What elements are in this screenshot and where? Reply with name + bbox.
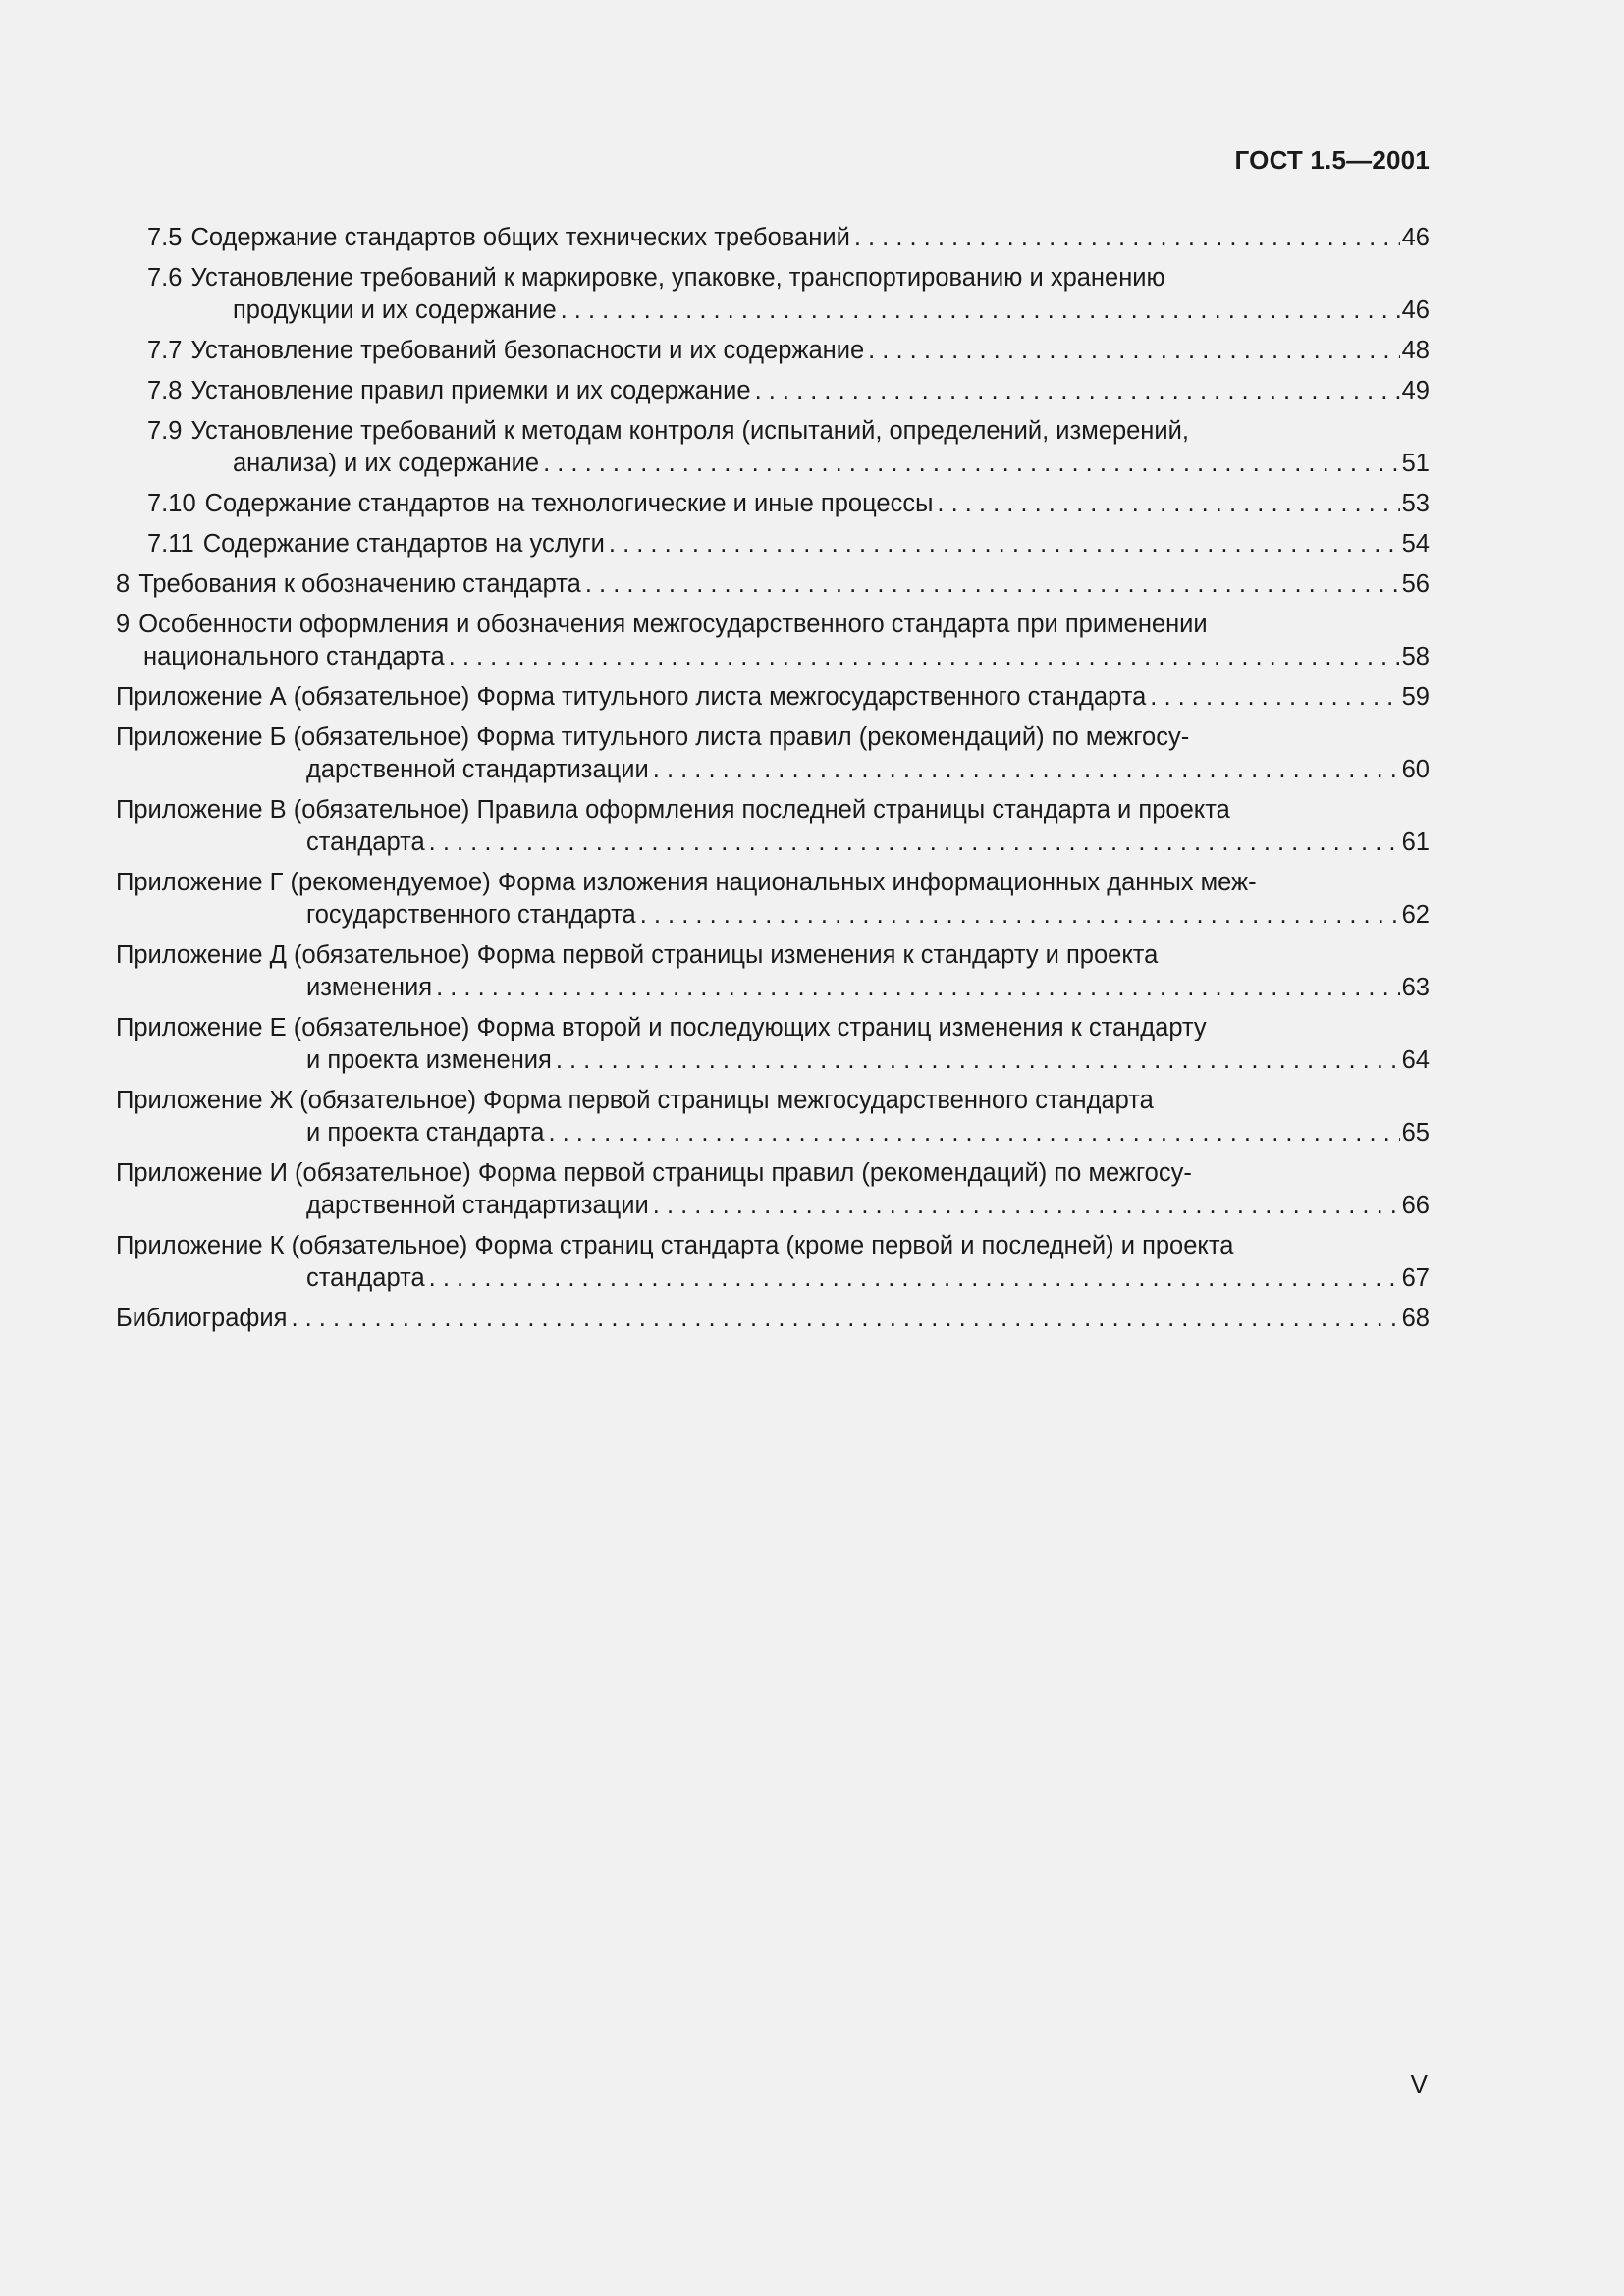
dot-leader xyxy=(653,1190,1400,1222)
toc-entry-title xyxy=(116,1014,1207,1041)
toc-page-number: 59 xyxy=(1401,683,1430,711)
toc-entry[interactable] xyxy=(116,1303,1430,1335)
dot-leader xyxy=(937,488,1399,520)
dot-leader xyxy=(640,899,1400,932)
toc-entry-title xyxy=(116,869,1257,896)
toc-entry[interactable] xyxy=(116,681,1430,714)
toc-entry[interactable] xyxy=(116,1157,1430,1222)
toc-entry-title xyxy=(306,1190,649,1222)
dot-leader xyxy=(868,335,1399,367)
toc-entry-text: Установление требований безопасности и их содержание xyxy=(190,337,865,364)
toc-page-number: 60 xyxy=(1401,756,1430,783)
toc-page-number: 53 xyxy=(1401,490,1430,517)
toc-entry-number: 7.5 xyxy=(147,224,183,251)
toc-entry-number: 7.7 xyxy=(147,337,183,364)
toc-entry-title xyxy=(116,681,1146,714)
toc-page-number: 64 xyxy=(1401,1046,1430,1074)
toc-entry[interactable] xyxy=(116,867,1430,932)
dot-leader xyxy=(449,641,1400,673)
toc-entry-title xyxy=(147,375,751,407)
toc-page-number: 49 xyxy=(1401,377,1430,404)
toc-entry-title xyxy=(116,723,1189,751)
toc-entry-title xyxy=(116,1087,1154,1114)
toc-entry-number: 7.11 xyxy=(147,530,194,558)
toc-entry[interactable] xyxy=(116,609,1430,673)
toc-entry[interactable] xyxy=(116,1012,1430,1077)
toc-entry-text: Содержание стандартов на технологические и иные процессы xyxy=(204,490,934,517)
toc-entry-text: дарственной стандартизации xyxy=(306,1192,649,1219)
toc-entry[interactable] xyxy=(116,794,1430,859)
toc-entry-title xyxy=(116,1232,1233,1259)
toc-page-number: 67 xyxy=(1401,1264,1430,1292)
dot-leader xyxy=(653,754,1400,786)
toc-entry[interactable] xyxy=(116,262,1430,327)
toc-page-number: 66 xyxy=(1401,1192,1430,1219)
toc-entry-text: и проекта изменения xyxy=(306,1046,552,1074)
toc-entry[interactable] xyxy=(116,335,1430,367)
toc-entry[interactable] xyxy=(116,222,1430,254)
toc-entry-text: Приложение Е (обязательное) Форма второй и последующих страниц изменения к стандарту xyxy=(116,1014,1207,1041)
toc-entry-text: Содержание стандартов общих технических требований xyxy=(190,224,850,251)
toc-entry-text: Приложение Ж (обязательное) Форма первой страницы межгосударственного стандарта xyxy=(116,1087,1154,1114)
toc-page-number: 65 xyxy=(1401,1119,1430,1147)
toc-entry-number: 7.10 xyxy=(147,490,196,517)
toc-entry-text: стандарта xyxy=(306,828,425,856)
dot-leader xyxy=(543,448,1400,480)
toc-entry-text: стандарта xyxy=(306,1264,425,1292)
toc-entry-text: Библиография xyxy=(116,1305,288,1332)
dot-leader xyxy=(755,375,1400,407)
toc-entry-text: Приложение И (обязательное) Форма первой страницы правил (рекомендаций) по межгосу- xyxy=(116,1159,1192,1187)
toc-entry-title xyxy=(147,488,933,520)
toc-entry-text: государственного стандарта xyxy=(306,901,636,929)
toc-page-number: 62 xyxy=(1401,901,1430,929)
toc-entry[interactable] xyxy=(116,528,1430,561)
toc-entry-text: Приложение А (обязательное) Форма титульного листа межгосударственного стандарта xyxy=(116,683,1147,711)
toc-page-number: 58 xyxy=(1401,643,1430,670)
toc-entry[interactable] xyxy=(116,375,1430,407)
dot-leader xyxy=(585,568,1400,601)
document-code: ГОСТ 1.5—2001 xyxy=(1234,145,1430,175)
toc-entry-title xyxy=(116,796,1230,824)
toc-entry-title xyxy=(306,1262,425,1295)
toc-page-number: 46 xyxy=(1401,296,1430,324)
dot-leader xyxy=(854,222,1400,254)
toc-entry-text: анализа) и их содержание xyxy=(233,450,540,477)
toc-entry[interactable] xyxy=(116,415,1430,480)
toc-entry-title xyxy=(306,754,649,786)
dot-leader xyxy=(609,528,1400,561)
toc-page-number: 68 xyxy=(1401,1305,1430,1332)
dot-leader xyxy=(429,1262,1400,1295)
toc-entry[interactable] xyxy=(116,939,1430,1004)
toc-entry-text: дарственной стандартизации xyxy=(306,756,649,783)
toc-entry-text: национального стандарта xyxy=(143,643,445,670)
toc-entry-text: Установление требований к маркировке, упаковке, транспортированию и хранению xyxy=(190,264,1165,292)
toc-page-number: 54 xyxy=(1401,530,1430,558)
toc-entry-text: Приложение К (обязательное) Форма страниц стандарта (кроме первой и последней) и проекта xyxy=(116,1232,1234,1259)
toc-entry[interactable] xyxy=(116,1085,1430,1149)
toc-entry[interactable] xyxy=(116,488,1430,520)
toc-entry-text: Приложение Б (обязательное) Форма титульного листа правил (рекомендаций) по межгосу- xyxy=(116,723,1190,751)
toc-entry-text: продукции и их содержание xyxy=(233,296,557,324)
toc-entry-text: изменения xyxy=(306,974,433,1001)
toc-page-number: 51 xyxy=(1401,450,1430,477)
toc-entry[interactable] xyxy=(116,721,1430,786)
toc-entry-text: Содержание стандартов на услуги xyxy=(202,530,605,558)
toc-entry[interactable] xyxy=(116,568,1430,601)
dot-leader xyxy=(1150,681,1399,714)
toc-entry-title xyxy=(147,222,850,254)
toc-entry-text: Приложение Д (обязательное) Форма первой страницы изменения к стандарту и проекта xyxy=(116,941,1159,969)
dot-leader xyxy=(556,1044,1400,1077)
toc-entry-number: 7.8 xyxy=(147,377,183,404)
toc-page-number: 63 xyxy=(1401,974,1430,1001)
toc-page-number: 46 xyxy=(1401,224,1430,251)
dot-leader xyxy=(436,972,1400,1004)
toc-page-number: 56 xyxy=(1401,570,1430,598)
toc-entry-title xyxy=(147,335,864,367)
toc-entry-title xyxy=(147,528,605,561)
toc-entry-title xyxy=(306,1044,552,1077)
toc-entry-title xyxy=(147,264,1165,292)
toc-entry-title xyxy=(147,417,1189,445)
table-of-contents xyxy=(116,222,1430,1335)
toc-entry-number: 9 xyxy=(116,611,131,638)
toc-entry-title xyxy=(306,1117,544,1149)
toc-entry-number: 8 xyxy=(116,570,131,598)
toc-entry-title xyxy=(116,1303,287,1335)
toc-entry-text: Установление требований к методам контроля (испытаний, определений, измерений, xyxy=(190,417,1189,445)
toc-entry-title xyxy=(116,568,581,601)
toc-entry-title xyxy=(233,294,557,327)
toc-entry-text: Особенности оформления и обозначения межгосударственного стандарта при применении xyxy=(138,611,1208,638)
toc-entry-number: 7.6 xyxy=(147,264,183,292)
toc-entry-text: Требования к обозначению стандарта xyxy=(138,570,581,598)
toc-entry-title xyxy=(306,899,636,932)
dot-leader xyxy=(429,827,1400,859)
toc-entry-title xyxy=(116,1159,1192,1187)
toc-entry-number: 7.9 xyxy=(147,417,183,445)
toc-entry-title xyxy=(306,972,432,1004)
dot-leader xyxy=(548,1117,1399,1149)
toc-page-number: 48 xyxy=(1401,337,1430,364)
toc-entry-title xyxy=(116,941,1158,969)
toc-entry-text: Приложение Г (рекомендуемое) Форма изложения национальных информационных данных меж- xyxy=(116,869,1257,896)
toc-entry-text: Приложение В (обязательное) Правила оформления последней страницы стандарта и проекта xyxy=(116,796,1230,824)
page-number: V xyxy=(1410,2069,1428,2099)
toc-entry-title xyxy=(306,827,425,859)
toc-entry-title xyxy=(233,448,539,480)
toc-entry[interactable] xyxy=(116,1230,1430,1295)
toc-entry-title xyxy=(143,641,445,673)
dot-leader xyxy=(291,1303,1399,1335)
toc-entry-title xyxy=(116,611,1208,638)
dot-leader xyxy=(561,294,1400,327)
toc-entry-text: и проекта стандарта xyxy=(306,1119,545,1147)
toc-page-number: 61 xyxy=(1401,828,1430,856)
toc-entry-text: Установление правил приемки и их содержание xyxy=(190,377,751,404)
